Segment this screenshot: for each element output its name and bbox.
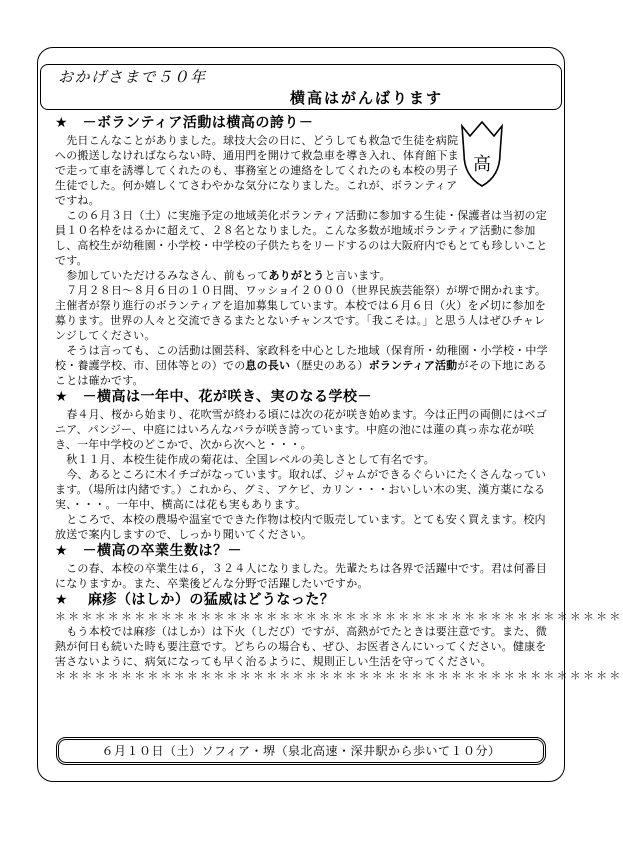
text-run: がその下地にあることは確かです。 bbox=[55, 359, 547, 387]
star-divider-top: ＊＊＊＊＊＊＊＊＊＊＊＊＊＊＊＊＊＊＊＊＊＊＊＊＊＊＊＊＊＊＊＊＊＊＊＊＊＊＊＊＊＊＊ bbox=[55, 610, 623, 623]
paragraph-flowers-3: 今、あるところに木イチゴがなっています。取れば、ジャムができるぐらいにたくさんなっています。（場所は内緒です。）これから、グミ、アケビ、カリン・・・おいしい木の実、漢方薬になる実、・・・。一年中、横高には花も実もあります。 bbox=[55, 468, 547, 511]
paragraph-volunteer-2: この６月３日（土）に実施予定の地域美化ボランティア活動に参加する生徒・保護者は当初の定員１０名枠をはるかに超えて、２８名となりました。こんな多数が地域ボランティア活動に参加し、高校生が幼稚園・小学校・中学校の子供たちをリードするのは大阪府内でもとても珍しいことです。 bbox=[55, 209, 548, 267]
emphasis-volunteer-activity: ボランティア活動 bbox=[368, 359, 458, 372]
paragraph-flowers-4: ところで、本校の農場や温室でできた作物は校内で販売しています。とても安く買えます。校内放送で案内しますので、しっかり聞いてください。 bbox=[55, 513, 546, 541]
emphasis-long-lasting: 息の長い bbox=[245, 359, 291, 372]
section-heading-flowers: ★ －横高は一年中、花が咲き、実のなる学校－ bbox=[55, 389, 372, 405]
text-run: と言います。 bbox=[324, 269, 391, 282]
paragraph-volunteer-4: ７月２８日～８月６日の１０日間、ワッショイ２０００（世界民族芸能祭）が堺で開かれます。主催者が祭り進行のボランティアを追加募集しています。本校では６月６日（火）を〆切に参加を募ります。世界の人々と交流できるまたとないチャンスです。「我こそは。」と思う人はぜひチャレンジしてください。 bbox=[55, 284, 547, 342]
section-heading-measles: ★ 麻疹（はしか）の猛威はどうなった？ bbox=[55, 592, 335, 608]
text-run: （歴史のある） bbox=[290, 359, 369, 372]
section-heading-volunteer: ★ －ボランティア活動は横高の誇り－ bbox=[55, 115, 314, 131]
event-info-box: ６月１０日（土）ソフィア・堺（泉北高速・深井駅から歩いて１０分） bbox=[56, 737, 546, 765]
paragraph-graduates: この春、本校の卒業生は６，３２４人になりました。先輩たちは各界で活躍中です。君は何番目になりますか。また、卒業後どんな分野で活躍したいですか。 bbox=[55, 562, 547, 590]
paragraph-measles: もう本校では麻疹（はしか）は下火（しだび）ですが、高熱がでたときは要注意です。また、微熱が何日も続いた時も要注意です。どちらの場合も、ぜひ、お医者さんにいってください。健康を害さないように、病気になっても早く治るように、規則正しい生活を守ってください。 bbox=[55, 625, 547, 668]
paragraph-volunteer-5 bbox=[55, 343, 555, 388]
paragraph-volunteer-1: 先日こんなことがありました。球技大会の日に、どうしても救急で生徒を病院への搬送しなければならない時、通用門を開けて救急車を導き入れ、体育館下まで走って車を誘導してくれたのも、事務室との連絡をしてくれたのも本校の男子生徒でした。何か嬉しくてさわやかな気分になりました。これが、ボランティアですね。 bbox=[55, 134, 459, 207]
text-run: そうは言っても、この活動は園芸科、家政科を中心とした地域（保育所・幼稚園・小学校・中学校・養護学校、市、団体等との）での bbox=[55, 344, 548, 372]
text-run: 参加していただけるみなさん、前もって bbox=[55, 269, 269, 282]
emblem-character: 高 bbox=[473, 154, 491, 175]
emphasis-thanks: ありがとう bbox=[268, 269, 325, 282]
star-divider-bottom: ＊＊＊＊＊＊＊＊＊＊＊＊＊＊＊＊＊＊＊＊＊＊＊＊＊＊＊＊＊＊＊＊＊＊＊＊＊＊＊＊＊＊＊ bbox=[55, 669, 623, 682]
title-line-2: 横高はがんばります bbox=[290, 89, 444, 107]
paragraph-volunteer-3 bbox=[55, 268, 555, 283]
paragraph-flowers-1: 春４月、桜から始まり、花吹雪が終わる頃には次の花が咲き始めます。今は正門の両側にはベゴニア、パンジー、中庭にはいろんなバラが咲き誇っています。中庭の池には蓮の真っ赤な花が咲き、一年中学校のどこかで、次から次へと・・・。 bbox=[55, 408, 547, 451]
paragraph-flowers-2: 秋１１月、本校生徒作成の菊花は、全国レベルの美しさとして有名です。 bbox=[55, 453, 435, 466]
newsletter-body bbox=[55, 114, 623, 683]
section-heading-graduates: ★ －横高の卒業生数は？－ bbox=[55, 543, 243, 559]
title-line-1: おかげさまで５０年 bbox=[58, 68, 207, 86]
